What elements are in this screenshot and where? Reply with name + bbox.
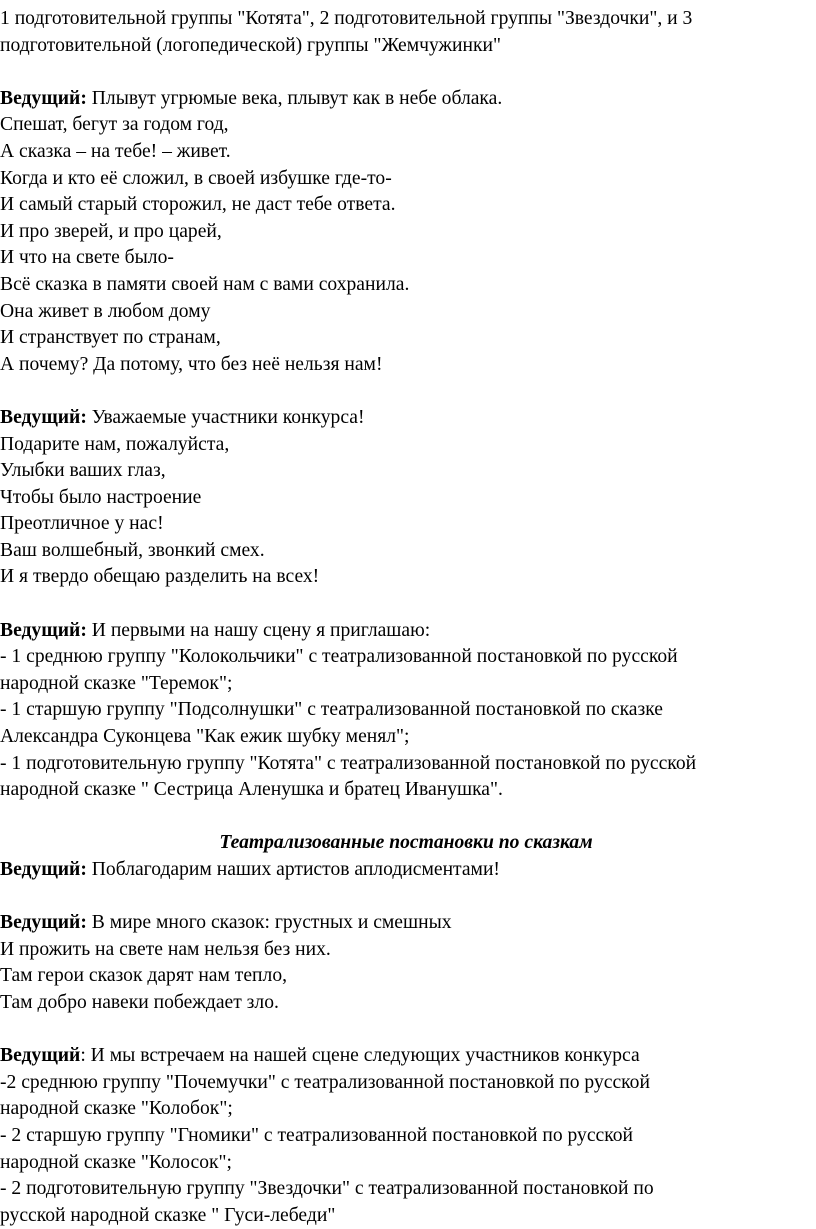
verse-line: Там добро навеки побеждает зло. (0, 991, 279, 1013)
section-title: Театрализованные постановки по сказкам (219, 832, 593, 854)
verse-line: И я твердо обещаю разделить на всех! (0, 566, 320, 588)
verse-line: И самый старый сторожил, не даст тебе ответа. (0, 194, 396, 216)
speaker-label: Ведущий: (0, 912, 87, 934)
host-speech-first-line: Ведущий: Уважаемые участники конкурса! (0, 406, 365, 428)
program-line: - 1 среднюю группу "Колокольчики" с театрализованной постановкой по русской (0, 646, 678, 668)
document-page (0, 6, 812, 1229)
speaker-label: Ведущий: (0, 619, 87, 641)
verse-line: А почему? Да потому, что без неё нельзя нам! (0, 353, 383, 375)
program-line: - 1 старшую группу "Подсолнушки" с театрализованной постановкой по сказке (0, 699, 663, 721)
verse-line: Улыбки ваших глаз, (0, 460, 166, 482)
program-line: народной сказке " Сестрица Аленушка и братец Иванушка". (0, 779, 503, 801)
verse-line: Подарите нам, пожалуйста, (0, 433, 230, 455)
program-line: -2 среднюю группу "Почемучки" с театрализованной постановкой по русской (0, 1071, 650, 1093)
program-line: - 2 подготовительную группу "Звездочки" с театрализованной постановкой по (0, 1178, 654, 1200)
host-speech-first-line: Ведущий: И первыми на нашу сцену я приглашаю: (0, 619, 431, 641)
verse-line: И странствует по странам, (0, 327, 221, 349)
verse-line: Всё сказка в памяти своей нам с вами сохранила. (0, 273, 410, 295)
verse-line: И прожить на свете нам нельзя без них. (0, 938, 331, 960)
speaker-label: Ведущий: (0, 859, 87, 880)
verse-line: И про зверей, и про царей, (0, 220, 222, 242)
program-line: - 2 старшую группу "Гномики" с театрализованной постановкой по русской (0, 1124, 634, 1146)
host-speech-first-line: Ведущий: Поблагодарим наших артистов аплодисментами! (0, 859, 500, 880)
speaker-label: Ведущий (0, 1045, 81, 1067)
program-line: народной сказке "Колобок"; (0, 1098, 233, 1120)
verse-line: И что на свете было- (0, 247, 174, 269)
host-speech-first-line: Ведущий: В мире много сказок: грустных и смешных (0, 912, 452, 934)
speaker-label: Ведущий: (0, 87, 87, 109)
intro-line: подготовительной (логопедической) группы "Жемчужинки" (0, 34, 502, 56)
verse-line: Спешат, бегут за годом год, (0, 114, 229, 136)
program-line: Александра Суконцева "Как ежик шубку менял"; (0, 726, 410, 748)
host-speech-first-line: Ведущий: Плывут угрюмые века, плывут как в небе облака. (0, 87, 503, 109)
program-line: - 1 подготовительную группу "Котята" с театрализованной постановкой по русской (0, 752, 697, 774)
verse-line: Она живет в любом дому (0, 300, 211, 322)
verse-line: А сказка – на тебе! – живет. (0, 140, 231, 162)
intro-line: 1 подготовительной группы "Котята", 2 подготовительной группы "Звездочки", и 3 (0, 8, 693, 29)
verse-line: Там герои сказок дарят нам тепло, (0, 965, 288, 987)
verse-line: Преотличное у нас! (0, 513, 164, 535)
speaker-label: Ведущий: (0, 406, 87, 428)
program-line: народной сказке "Колосок"; (0, 1151, 232, 1173)
program-line: народной сказке "Теремок"; (0, 672, 233, 694)
host-speech-first-line: Ведущий: И мы встречаем на нашей сцене следующих участников конкурса (0, 1045, 640, 1067)
verse-line: Чтобы было настроение (0, 486, 202, 508)
program-line: русской народной сказке " Гуси-лебеди" (0, 1204, 336, 1226)
verse-line: Ваш волшебный, звонкий смех. (0, 539, 265, 561)
verse-line: Когда и кто её сложил, в своей избушке где-то- (0, 167, 392, 189)
